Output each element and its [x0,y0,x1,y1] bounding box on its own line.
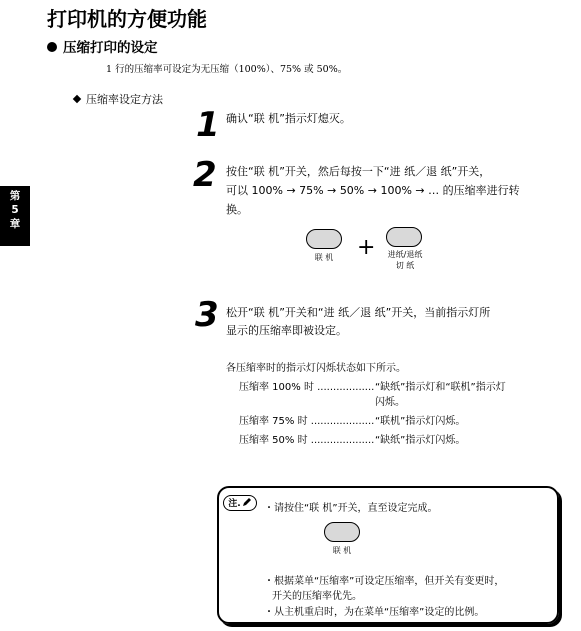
step-3-number: 3 [195,295,219,335]
step-1-text: 确认“联 机”指示灯熄灭。 [226,112,351,125]
step-2-line2: 可以 100% → 75% → 50% → 100% → … 的压缩率进行转 [226,184,520,197]
section-title [47,36,158,56]
note-online-button-illustration [324,522,360,542]
step-2-line3: 换。 [226,203,248,216]
status-intro: 各压缩率时的指示灯闪烁状态如下所示。 [226,363,406,374]
note-item-2-line1: ・根据菜单“压缩率”可设定压缩率，但开关有变更时， [264,576,505,587]
chapter-tab-line2: 5 [11,204,19,216]
chapter-tab-line3: 章 [9,218,21,230]
status-row-100-value-cont: 闪烁。 [375,397,405,408]
status-row-75-label: 压缩率 75% 时 .................... [239,416,375,427]
status-row-100-value: “缺纸”指示灯和“联机”指示灯 [375,382,506,393]
note-online-button-label: 联 机 [332,546,352,555]
status-row-50-value: “缺纸”指示灯闪烁。 [375,435,466,446]
feed-button-label-line2: 切 纸 [395,261,415,270]
chapter-tab-line1: 第 [9,190,21,202]
feed-button-illustration [386,227,422,247]
step-2-line1: 按住“联 机”开关，然后每按一下“进 纸／退 纸”开关， [226,165,491,178]
step-3-line2: 显示的压缩率即被设定。 [226,324,347,337]
pencil-icon [242,497,252,507]
page-title: 打印机的方便功能 [47,7,207,31]
diamond-bullet-icon [73,95,81,103]
chapter-tab [0,186,30,246]
step-1-number: 1 [196,105,220,145]
section-title-text: 压缩打印的设定 [63,40,158,56]
bullet-icon [47,42,57,52]
subsection-title [74,91,163,107]
step-2-number: 2 [193,155,217,195]
status-row-100-label: 压缩率 100% 时 .................. [239,382,375,393]
plus-sign: + [357,235,376,260]
online-button-illustration [306,229,342,249]
step-3-line1: 松开“联 机”开关和“进 纸／退 纸”开关，当前指示灯所 [226,306,491,319]
feed-button-label-line1: 进纸/退纸 [387,250,423,259]
online-button-label: 联 机 [314,253,334,262]
status-row-75-value: “联机”指示灯闪烁。 [375,416,466,427]
note-badge [223,495,257,511]
note-badge-label: 注. [228,499,241,509]
note-item-3: ・从主机重启时，为在菜单“压缩率”设定的比例。 [264,607,485,618]
note-item-1: ・请按住“联 机”开关，直至设定完成。 [264,503,438,514]
note-item-2-line2: 开关的压缩率优先。 [272,591,362,602]
subsection-title-text: 压缩率设定方法 [86,93,163,106]
status-row-50-label: 压缩率 50% 时 .................... [239,435,375,446]
intro-text: 1 行的压缩率可设定为无压缩（100%）、75% 或 50%。 [106,64,348,75]
